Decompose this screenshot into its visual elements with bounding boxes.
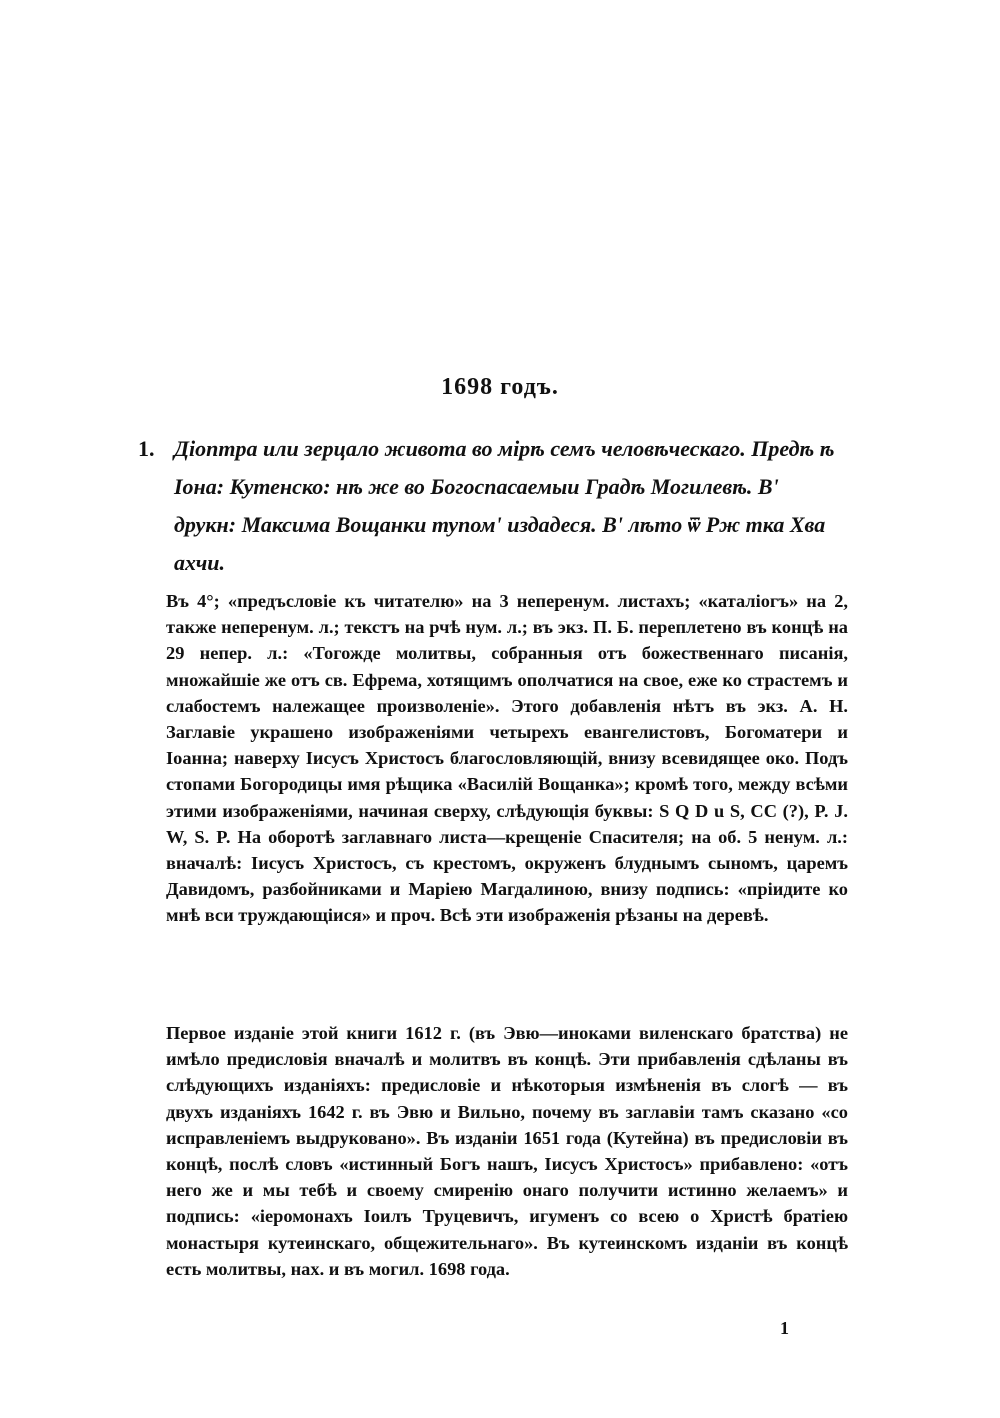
entry-number: 1. [138, 436, 155, 461]
year-heading: 1698 годъ. [441, 374, 559, 400]
page-number: 1 [780, 1318, 789, 1338]
entry-title-text: Діоптра или зерцало живота во мірѣ семъ человѣческаго. Предѣ ѣ Іона: Кутенско: нѣ же во Богоспасаемыи Градѣ Могилевѣ. В' друкн: Максима Вощанки тупом' издадеся. В' лѣто ѿ Рж тка Хва ахчи. [174, 436, 835, 575]
entry-title [138, 430, 838, 582]
paragraph-history: Первое изданіе этой книги 1612 г. (въ Эвю—иноками виленскаго братства) не имѣло предисловія вначалѣ и молитвъ въ концѣ. Эти прибавленія сдѣланы въ слѣдующихъ изданіяхъ: предисловіе и нѣкоторыя измѣненія въ слогѣ — въ двухъ изданіяхъ 1642 г. въ Эвю и Вильно, почему въ заглавіи тамъ сказано «со исправленіемъ выдруковано». Въ изданіи 1651 года (Кутейна) въ предисловіи въ концѣ, послѣ словъ «истинный Богъ нашъ, Іисусъ Христосъ» прибавлено: «отъ него же и мы тебѣ и своему смиренію онаго получити истинно желаемъ» и подпись: «іеромонахъ Іоилъ Труцевичъ, игуменъ со всею о Христѣ братіею монастыря кутеинскаго, общежительнаго». Въ кутеинскомъ изданіи въ концѣ есть молитвы, нах. и въ могил. 1698 года. [166, 1023, 848, 1279]
paragraph-description: Въ 4°; «предъсловіе къ читателю» на 3 неперенум. листахъ; «каталіогъ» на 2, также неперенум. л.; текстъ на рчѣ нум. л.; въ экз. П. Б. переплетено въ концѣ на 29 непер. л.: «Тогожде молитвы, собранныя отъ божественнаго писанія, множайшіе же отъ св. Ефрема, хотящимъ ополчатися на свое, еже ко страстемъ и слабостемъ належащее произволеніе». Этого добавленія нѣтъ въ экз. А. Н. Заглавіе украшено изображеніями четырехъ евангелистовъ, Богоматери и Іоанна; наверху Іисусъ Христосъ благословляющій, внизу всевидящее око. Подъ стопами Богородицы имя рѣщика «Василій Вощанка»; кромѣ того, между всѣми этими изображеніями, начиная сверху, слѣдующія буквы: S Q D u S, CC (?), P. J. W, S. P. На оборотѣ заглавнаго листа—крещеніе Спасителя; на об. 5 ненум. л.: вначалѣ: Іисусъ Христосъ, съ крестомъ, окруженъ блуднымъ сыномъ, царемъ Давидомъ, разбойниками и Маріею Магдалиною, внизу подпись: «пріидите ко мнѣ вси труждающіися» и проч. Всѣ эти изображенія рѣзаны на деревѣ. [166, 591, 848, 926]
